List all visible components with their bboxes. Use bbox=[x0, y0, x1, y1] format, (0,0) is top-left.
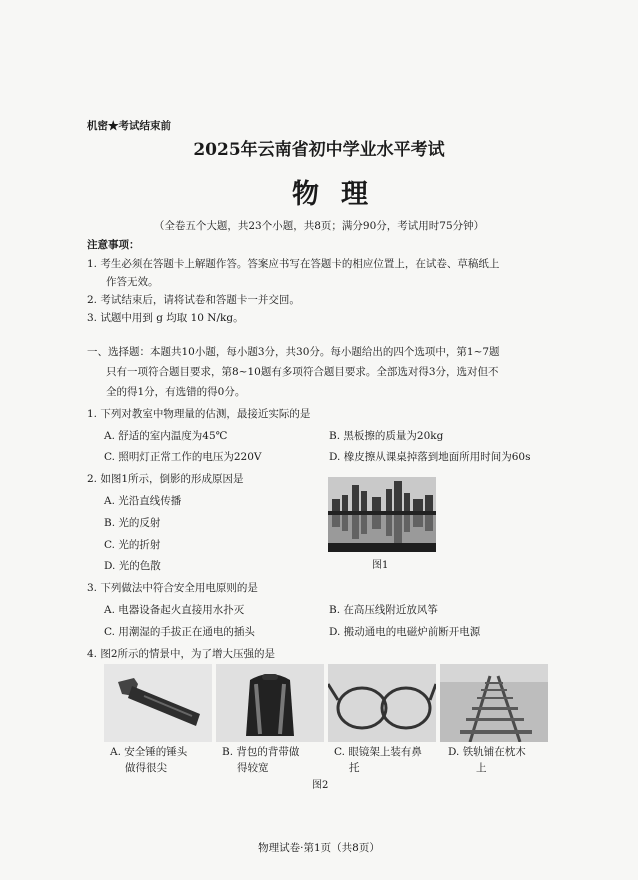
backpack-photo bbox=[216, 664, 324, 742]
notice-item-2: 2. 考试结束后，请将试卷和答题卡一并交回。 bbox=[87, 294, 300, 306]
q3-option-a: A. 电器设备起火直接用水扑灭 bbox=[104, 604, 245, 616]
q4-stem: 4. 图2所示的情景中，为了增大压强的是 bbox=[87, 648, 276, 660]
q1-option-a: A. 舒适的室内温度为45℃ bbox=[104, 430, 228, 442]
q3-option-b: B. 在高压线附近放风筝 bbox=[329, 604, 438, 616]
q4-caption-c-line-2: 托 bbox=[349, 762, 360, 775]
figure-1-label: 图1 bbox=[372, 560, 389, 571]
q3-option-d: D. 搬动通电的电磁炉前断开电源 bbox=[329, 626, 481, 638]
q4-caption-b-line-2: 得较宽 bbox=[237, 762, 269, 775]
q4-caption-a-line-1: A. 安全锤的锤头 bbox=[110, 746, 188, 758]
section-intro-line-3: 全的得1分，有选错的得0分。 bbox=[106, 386, 246, 398]
q2-stem: 2. 如图1所示，倒影的形成原因是 bbox=[87, 473, 244, 485]
exam-title: 2025年云南省初中学业水平考试 bbox=[193, 140, 445, 160]
section-intro-line-1: 一、选择题：本题共10小题，每小题3分，共30分。每小题给出的四个选项中，第1~7题 bbox=[87, 346, 500, 358]
q4-caption-b-line-1: B. 背包的背带做 bbox=[222, 746, 300, 758]
q1-option-c: C. 照明灯正常工作的电压为220V bbox=[104, 451, 262, 463]
notice-item-1: 1. 考生必须在答题卡上解题作答。答案应书写在答题卡的相应位置上，在试卷、草稿纸上 bbox=[87, 258, 500, 270]
eyeglasses-photo bbox=[328, 664, 436, 742]
q1-option-b: B. 黑板擦的质量为20kg bbox=[329, 430, 444, 442]
q2-option-b: B. 光的反射 bbox=[104, 517, 161, 529]
q3-option-c: C. 用潮湿的手拔正在通电的插头 bbox=[104, 626, 255, 638]
q4-caption-c-line-1: C. 眼镜架上装有鼻 bbox=[334, 746, 422, 758]
q2-option-d: D. 光的色散 bbox=[104, 560, 161, 572]
q2-option-a: A. 光沿直线传播 bbox=[104, 495, 182, 507]
notice-title: 注意事项： bbox=[87, 239, 140, 251]
page-footer: 物理试卷·第1页（共8页） bbox=[258, 842, 380, 854]
subject-title: 物理 bbox=[292, 179, 390, 210]
q4-caption-b bbox=[222, 744, 299, 777]
q4-caption-d-line-2: 上 bbox=[476, 762, 487, 775]
q4-caption-a-line-2: 做得很尖 bbox=[125, 762, 167, 775]
q4-caption-d-line-1: D. 铁轨铺在枕木 bbox=[448, 746, 526, 758]
notice-item-3: 3. 试题中用到 g 均取 10 N/kg。 bbox=[87, 312, 244, 324]
q4-caption-d bbox=[448, 744, 526, 777]
safety-hammer-photo bbox=[104, 664, 212, 742]
q4-caption-a bbox=[110, 744, 187, 777]
figure-1-reflection-photo bbox=[328, 477, 436, 552]
q4-caption-c bbox=[334, 744, 422, 777]
confidential-header: 机密★考试结束前 bbox=[87, 120, 171, 132]
q2-option-c: C. 光的折射 bbox=[104, 539, 161, 551]
q1-stem: 1. 下列对教室中物理量的估测，最接近实际的是 bbox=[87, 408, 311, 420]
figure-2-label: 图2 bbox=[312, 780, 329, 791]
railway-track-photo bbox=[440, 664, 548, 742]
section-intro-line-2: 只有一项符合题目要求，第8~10题有多项符合题目要求。全部选对得3分，选对但不 bbox=[106, 366, 499, 378]
q3-stem: 3. 下列做法中符合安全用电原则的是 bbox=[87, 582, 258, 594]
exam-info: （全卷五个大题，共23个小题，共8页；满分90分，考试用时75分钟） bbox=[153, 220, 485, 232]
notice-item-1-cont: 作答无效。 bbox=[106, 276, 159, 288]
q1-option-d: D. 橡皮擦从课桌掉落到地面所用时间为60s bbox=[329, 451, 531, 463]
